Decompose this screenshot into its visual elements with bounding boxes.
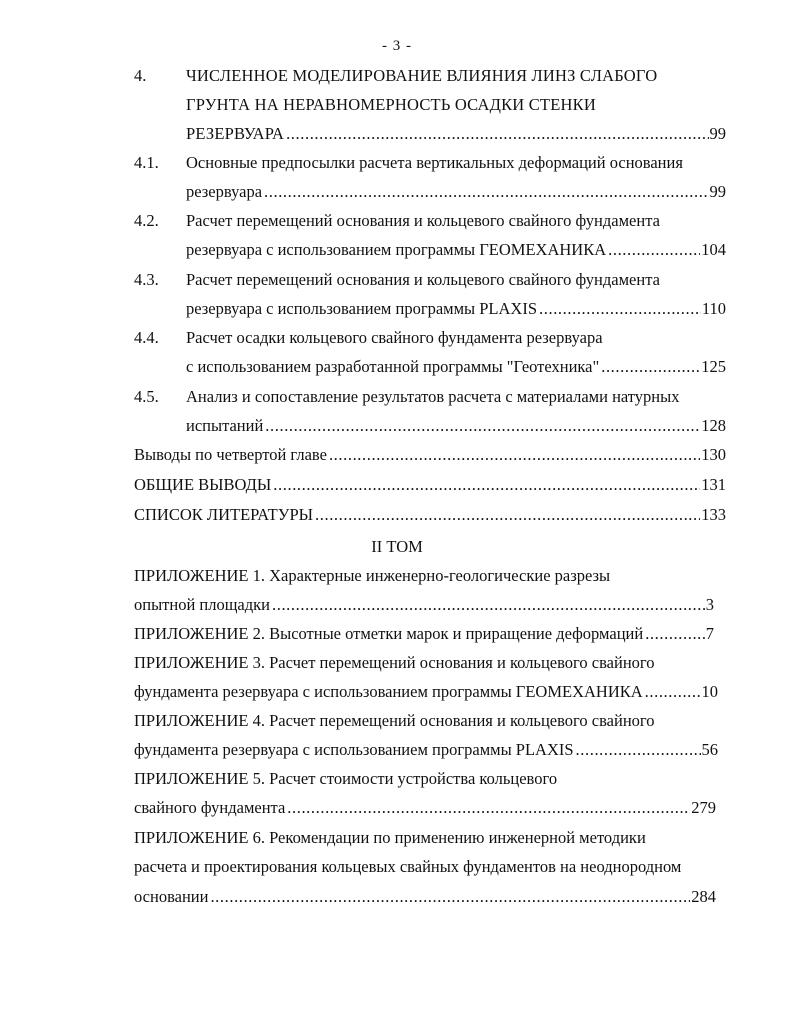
appendix-title-line-2 — [134, 796, 716, 820]
page-ref: 131 — [701, 475, 726, 494]
section-number: 4.4. — [134, 328, 159, 347]
section-title-text: испытаний — [186, 416, 264, 435]
entry-label: Выводы по четвертой главе — [134, 445, 327, 464]
section-title-text: резервуара — [186, 182, 263, 201]
page-ref: 99 — [709, 124, 726, 143]
appendix-title-line-2 — [134, 738, 718, 762]
page-number: - 3 - — [382, 38, 412, 54]
page-ref: 133 — [701, 505, 726, 524]
section-title-line-2 — [186, 297, 726, 321]
dot-leader — [272, 593, 705, 617]
section-title-line-1: Основные предпосылки расчета вертикальных деформаций основания — [186, 153, 683, 172]
page-ref: 7 — [705, 624, 714, 643]
section-title-text: резервуара с использованием программы PLAXIS — [186, 299, 538, 318]
chapter-number: 4. — [134, 66, 147, 85]
dot-leader — [210, 885, 690, 909]
section-title-line-2 — [186, 414, 726, 438]
section-number: 4.5. — [134, 387, 159, 406]
section-number: 4.3. — [134, 270, 159, 289]
section-title-line-1: Расчет перемещений основания и кольцевого свайного фундамента — [186, 211, 660, 230]
appendix-title-line-1: ПРИЛОЖЕНИЕ 3. Расчет перемещений основания и кольцевого свайного — [134, 653, 655, 672]
dot-leader — [645, 622, 705, 646]
page-ref: 99 — [709, 182, 726, 201]
dot-leader — [273, 473, 700, 497]
appendix-title-text: фундамента резервуара с использованием программы ГЕОМЕХАНИКА — [134, 682, 643, 701]
chapter-title-line-1: ЧИСЛЕННОЕ МОДЕЛИРОВАНИЕ ВЛИЯНИЯ ЛИНЗ СЛАБОГО — [186, 66, 658, 85]
appendix-title-line-3 — [134, 885, 716, 909]
dot-leader — [286, 122, 708, 146]
section-title-line-1: Расчет перемещений основания и кольцевого свайного фундамента — [186, 270, 660, 289]
appendix-title-text: опытной площадки — [134, 595, 270, 614]
appendix-title-line-2 — [134, 680, 718, 704]
chapter-title-text: РЕЗЕРВУАРА — [186, 124, 285, 143]
dot-leader — [315, 503, 700, 527]
page-ref: 110 — [701, 299, 726, 318]
dot-leader — [645, 680, 701, 704]
toc-conclusions-chapter-4 — [134, 443, 726, 467]
section-title-line-2 — [186, 238, 726, 262]
appendix-title-line-2: расчета и проектирования кольцевых свайных фундаментов на неоднородном — [134, 857, 682, 876]
dot-leader — [287, 796, 690, 820]
appendix-title-text: фундамента резервуара с использованием программы PLAXIS — [134, 740, 574, 759]
section-title-line-1: Расчет осадки кольцевого свайного фундамента резервуара — [186, 328, 603, 347]
page-ref: 3 — [705, 595, 714, 614]
page-ref: 284 — [691, 887, 716, 906]
dot-leader — [539, 297, 701, 321]
dot-leader — [264, 180, 708, 204]
chapter-title-line-3 — [186, 122, 726, 146]
toc-general-conclusions — [134, 473, 726, 497]
section-title-text: с использованием разработанной программы "Геотехника" — [186, 357, 600, 376]
appendix-title-text: ПРИЛОЖЕНИЕ 2. Высотные отметки марок и приращение деформаций — [134, 624, 644, 643]
dot-leader — [329, 443, 700, 467]
page-ref: 10 — [701, 682, 718, 701]
appendix-title-text: свайного фундамента — [134, 798, 286, 817]
appendix-title-line-2 — [134, 593, 714, 617]
chapter-title-line-2: ГРУНТА НА НЕРАВНОМЕРНОСТЬ ОСАДКИ СТЕНКИ — [186, 95, 596, 114]
entry-label: ОБЩИЕ ВЫВОДЫ — [134, 475, 272, 494]
appendix-title-line-1: ПРИЛОЖЕНИЕ 4. Расчет перемещений основания и кольцевого свайного — [134, 711, 655, 730]
section-number: 4.2. — [134, 211, 159, 230]
toc-appendix-2 — [134, 622, 714, 646]
section-title-line-2 — [186, 180, 726, 204]
toc-references — [134, 503, 726, 527]
appendix-title-line-1: ПРИЛОЖЕНИЕ 1. Характерные инженерно-геологические разрезы — [134, 566, 611, 585]
dot-leader — [601, 355, 700, 379]
dot-leader — [576, 738, 701, 762]
page-ref: 130 — [701, 445, 726, 464]
dot-leader — [608, 238, 700, 262]
entry-label: СПИСОК ЛИТЕРАТУРЫ — [134, 505, 314, 524]
appendix-title-line-1: ПРИЛОЖЕНИЕ 5. Расчет стоимости устройства кольцевого — [134, 769, 558, 788]
section-number: 4.1. — [134, 153, 159, 172]
volume-2-heading: II ТОМ — [371, 537, 423, 556]
page-ref: 125 — [701, 357, 726, 376]
section-title-text: резервуара с использованием программы ГЕОМЕХАНИКА — [186, 240, 607, 259]
dot-leader — [265, 414, 700, 438]
page-ref: 279 — [691, 798, 716, 817]
section-title-line-2 — [186, 355, 726, 379]
page-ref: 56 — [701, 740, 718, 759]
page-ref: 104 — [701, 240, 726, 259]
page-ref: 128 — [701, 416, 726, 435]
section-title-line-1: Анализ и сопоставление результатов расчета с материалами натурных — [186, 387, 680, 406]
appendix-title-line-1: ПРИЛОЖЕНИЕ 6. Рекомендации по применению инженерной методики — [134, 828, 646, 847]
appendix-title-text: основании — [134, 887, 209, 906]
